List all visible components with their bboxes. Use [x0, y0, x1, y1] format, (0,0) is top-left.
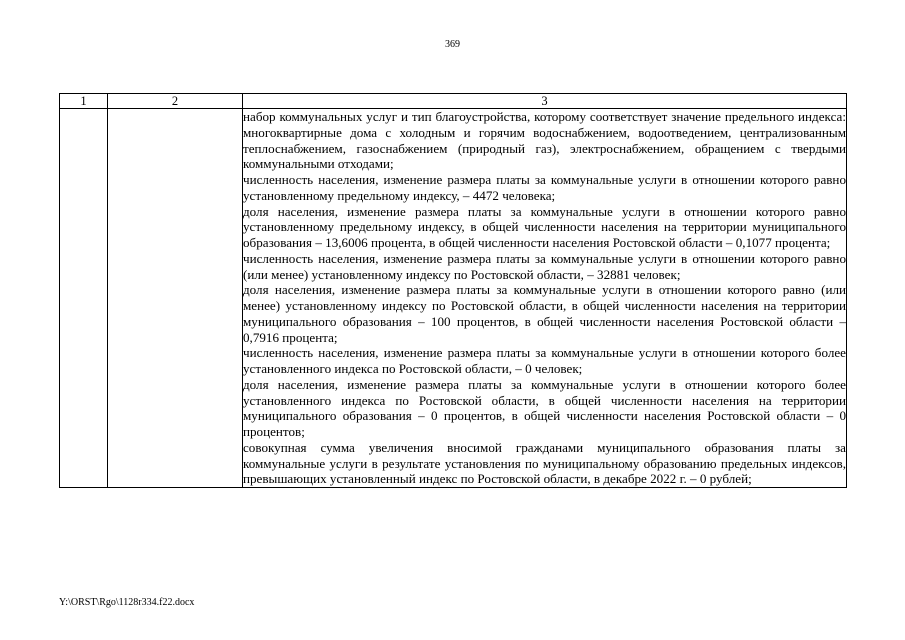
paragraph-utility-set: набор коммунальных услуг и тип благоустройства, которому соответствует значение предельного индекса: многоквартирные дома с холодным и горячим водоснабжением, водоотведением, централизованным теплоснабжением, газоснабжением (природный газ), электроснабжением, обращением с твердыми коммунальными отходами;: [243, 109, 846, 172]
cell-column-3: [243, 109, 847, 488]
footer-file-path: Y:\ORST\Rgo\1128r334.f22.docx: [59, 597, 195, 608]
paragraph-total-increase: совокупная сумма увеличения вносимой гражданами муниципального образования платы за коммунальные услуги в результате установления по муниципальному образованию предельных индексов, превышающих установленный индекс по Ростовской области, в декабре 2022 г. – 0 рублей;: [243, 439, 846, 487]
paragraph-share-equal-regional: доля населения, изменение размера платы за коммунальные услуги в отношении которого равно (или менее) установленному индексу по Ростовской области, в общей численности населения на территории муниципального образования – 100 процентов, в общей численности населения Ростовской области – 0,7916 процента;: [243, 282, 846, 345]
paragraph-share-equal-limit: доля населения, изменение размера платы за коммунальные услуги в отношении которого равно установленному предельному индексу, в общей численности населения на территории муниципального образования – 13,6006 процента, в общей численности населения Ростовской области – 0,1077 процента;: [243, 203, 846, 250]
cell-column-2: [108, 109, 243, 488]
table-row: [60, 109, 847, 488]
table-header-row: [60, 94, 847, 109]
column-header-1: 1: [60, 94, 108, 109]
paragraph-population-equal-limit: численность населения, изменение размера платы за коммунальные услуги в отношении которого равно установленному предельному индексу, – 4472 человека;: [243, 172, 846, 203]
column-header-2: 2: [108, 94, 243, 109]
document-table: [59, 93, 847, 488]
paragraph-population-above-regional: численность населения, изменение размера платы за коммунальные услуги в отношении которого более установленного индекса по Ростовской области, – 0 человек;: [243, 345, 846, 376]
paragraph-population-equal-regional: численность населения, изменение размера платы за коммунальные услуги в отношении которого равно (или менее) установленному индексу по Ростовской области, – 32881 человек;: [243, 250, 846, 282]
paragraph-share-above-regional: доля населения, изменение размера платы за коммунальные услуги в отношении которого более установленного индекса по Ростовской области, в общей численности населения на территории муниципального образования – 0 процентов, в общей численности населения Ростовской области – 0 процентов;: [243, 376, 846, 439]
cell-column-1: [60, 109, 108, 488]
column-header-3: 3: [243, 94, 847, 109]
page-number: 369: [445, 39, 460, 50]
